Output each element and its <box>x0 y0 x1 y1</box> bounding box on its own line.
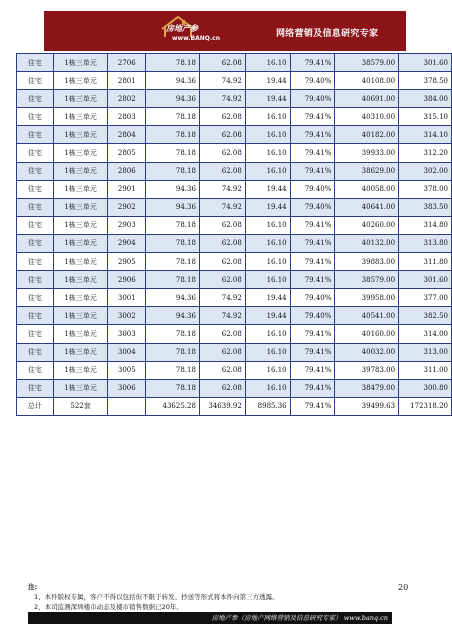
table-cell: 78.18 <box>146 253 200 271</box>
table-row <box>17 325 452 343</box>
table-cell: 78.18 <box>146 271 200 289</box>
table-cell: 79.41% <box>290 54 335 72</box>
table-cell: 313.00 <box>399 343 452 361</box>
table-row <box>17 216 452 234</box>
table-cell: 住宅 <box>17 108 54 126</box>
table-cell: 16.10 <box>245 271 290 289</box>
table-cell: 79.41% <box>290 144 335 162</box>
table-cell: 住宅 <box>17 54 54 72</box>
table-cell: 377.00 <box>399 289 452 307</box>
table-cell: 79.41% <box>290 379 335 397</box>
table-cell: 1栋三单元 <box>53 325 108 343</box>
table-cell: 34639.92 <box>199 397 245 415</box>
table-cell: 2904 <box>108 234 146 252</box>
table-cell: 74.92 <box>199 289 245 307</box>
table-cell: 62.08 <box>199 54 245 72</box>
table-cell: 1栋三单元 <box>53 108 108 126</box>
table-cell: 2804 <box>108 126 146 144</box>
table-cell: 79.41% <box>290 361 335 379</box>
table-cell: 住宅 <box>17 90 54 108</box>
table-cell: 62.08 <box>199 379 245 397</box>
table-cell: 16.10 <box>245 216 290 234</box>
table-row <box>17 90 452 108</box>
table-cell: 94.36 <box>146 180 200 198</box>
table-cell: 16.10 <box>245 126 290 144</box>
table-cell: 79.41% <box>290 343 335 361</box>
table-cell: 38479.00 <box>335 379 399 397</box>
table-cell: 40691.00 <box>335 90 399 108</box>
sales-table <box>16 53 452 416</box>
table-cell: 19.44 <box>245 289 290 307</box>
table-cell: 3005 <box>108 361 146 379</box>
table-cell: 39499.63 <box>335 397 399 415</box>
table-cell: 住宅 <box>17 271 54 289</box>
table-cell: 62.08 <box>199 162 245 180</box>
table-cell: 1栋三单元 <box>53 343 108 361</box>
table-cell: 住宅 <box>17 144 54 162</box>
table-cell: 2801 <box>108 72 146 90</box>
table-cell: 62.08 <box>199 343 245 361</box>
table-cell: 522套 <box>53 397 108 415</box>
table-cell: 2901 <box>108 180 146 198</box>
table-cell: 40058.00 <box>335 180 399 198</box>
table-cell: 172318.20 <box>399 397 452 415</box>
table-cell: 74.92 <box>199 90 245 108</box>
table-cell: 74.92 <box>199 198 245 216</box>
table-row <box>17 72 452 90</box>
table-cell: 301.60 <box>399 271 452 289</box>
table-cell: 79.40% <box>290 307 335 325</box>
table-cell: 1栋三单元 <box>53 198 108 216</box>
table-cell: 住宅 <box>17 253 54 271</box>
table-cell: 38579.00 <box>335 54 399 72</box>
table-cell: 1栋三单元 <box>53 126 108 144</box>
table-cell: 2902 <box>108 198 146 216</box>
table-cell: 79.40% <box>290 198 335 216</box>
table-cell: 39883.00 <box>335 253 399 271</box>
table-cell: 16.10 <box>245 361 290 379</box>
footer-bar <box>28 612 392 624</box>
table-cell: 39783.00 <box>335 361 399 379</box>
table-cell: 382.50 <box>399 307 452 325</box>
table-cell: 16.10 <box>245 144 290 162</box>
site-url: www.BANQ.cn <box>172 35 220 42</box>
table-cell: 314.00 <box>399 325 452 343</box>
footnote <box>28 582 378 612</box>
table-cell: 40260.00 <box>335 216 399 234</box>
table-cell: 16.10 <box>245 325 290 343</box>
table-cell: 302.00 <box>399 162 452 180</box>
table-cell: 62.08 <box>199 108 245 126</box>
table-cell: 78.18 <box>146 379 200 397</box>
table-row <box>17 180 452 198</box>
table-cell: 1栋三单元 <box>53 216 108 234</box>
table-cell: 78.18 <box>146 162 200 180</box>
table-row <box>17 379 452 397</box>
table-cell: 94.36 <box>146 307 200 325</box>
table-row <box>17 307 452 325</box>
table-cell: 1栋三单元 <box>53 54 108 72</box>
table-cell: 住宅 <box>17 379 54 397</box>
table-cell: 311.80 <box>399 253 452 271</box>
table-row <box>17 234 452 252</box>
note-item-2: 2、本司监测深圳楼市动态及楼市销售数据已20年。 <box>34 603 183 611</box>
table-row <box>17 289 452 307</box>
table-cell: 住宅 <box>17 307 54 325</box>
table-cell: 43625.28 <box>146 397 200 415</box>
table-total-row <box>17 397 452 415</box>
table-cell: 1栋三单元 <box>53 90 108 108</box>
table-cell: 79.41% <box>290 108 335 126</box>
table-cell: 79.41% <box>290 126 335 144</box>
table-cell: 16.10 <box>245 162 290 180</box>
table-cell: 78.18 <box>146 234 200 252</box>
table-cell: 40132.00 <box>335 234 399 252</box>
table-cell: 3004 <box>108 343 146 361</box>
table-cell: 78.18 <box>146 361 200 379</box>
table-cell: 78.18 <box>146 144 200 162</box>
table-row <box>17 126 452 144</box>
house-logo-icon <box>74 13 234 49</box>
table-cell: 78.18 <box>146 216 200 234</box>
table-cell: 1栋三单元 <box>53 379 108 397</box>
table-row <box>17 253 452 271</box>
table-cell: 住宅 <box>17 325 54 343</box>
table-cell: 74.92 <box>199 307 245 325</box>
table-row <box>17 54 452 72</box>
table-cell: 1栋三单元 <box>53 253 108 271</box>
table-cell: 79.41% <box>290 162 335 180</box>
table-cell: 79.41% <box>290 253 335 271</box>
table-cell: 94.36 <box>146 90 200 108</box>
table-row <box>17 343 452 361</box>
table-cell: 38579.00 <box>335 271 399 289</box>
table-cell: 16.10 <box>245 379 290 397</box>
table-cell: 315.10 <box>399 108 452 126</box>
header-banner <box>44 11 406 51</box>
table-cell: 16.10 <box>245 253 290 271</box>
table-cell: 314.10 <box>399 126 452 144</box>
table-row <box>17 162 452 180</box>
table-cell: 8985.36 <box>245 397 290 415</box>
table-cell: 79.40% <box>290 289 335 307</box>
table-cell: 1栋三单元 <box>53 271 108 289</box>
table-cell: 79.40% <box>290 72 335 90</box>
table-cell: 311.00 <box>399 361 452 379</box>
table-cell: 314.80 <box>399 216 452 234</box>
table-cell: 1栋三单元 <box>53 162 108 180</box>
table-cell: 2802 <box>108 90 146 108</box>
table-row <box>17 198 452 216</box>
table-cell: 62.08 <box>199 361 245 379</box>
table-cell: 79.41% <box>290 271 335 289</box>
table-cell: 40160.00 <box>335 325 399 343</box>
table-cell: 74.92 <box>199 72 245 90</box>
table-cell: 94.36 <box>146 289 200 307</box>
table-cell: 313.80 <box>399 234 452 252</box>
table-cell: 住宅 <box>17 216 54 234</box>
table-row <box>17 271 452 289</box>
table-cell: 62.08 <box>199 234 245 252</box>
table-row <box>17 361 452 379</box>
page-number: 20 <box>398 583 409 592</box>
table-cell: 16.10 <box>245 234 290 252</box>
page-title: 网络营销及信息研究专家 <box>276 29 379 39</box>
table-cell: 383.50 <box>399 198 452 216</box>
table-cell: 79.40% <box>290 90 335 108</box>
table-cell: 62.08 <box>199 144 245 162</box>
table-cell: 79.41% <box>290 397 335 415</box>
table-cell: 16.10 <box>245 343 290 361</box>
table-cell: 19.44 <box>245 180 290 198</box>
table-cell: 40182.00 <box>335 126 399 144</box>
table-cell: 1栋三单元 <box>53 289 108 307</box>
table-cell: 1栋三单元 <box>53 307 108 325</box>
table-cell: 39958.00 <box>335 289 399 307</box>
logo-text: 房地产参 <box>166 23 198 33</box>
table-cell: 2906 <box>108 271 146 289</box>
table-cell: 40310.00 <box>335 108 399 126</box>
table-cell: 79.41% <box>290 325 335 343</box>
table-cell: 94.36 <box>146 198 200 216</box>
table-cell: 住宅 <box>17 343 54 361</box>
table-cell: 住宅 <box>17 361 54 379</box>
table-cell: 住宅 <box>17 289 54 307</box>
table-cell: 300.80 <box>399 379 452 397</box>
table-cell: 62.08 <box>199 126 245 144</box>
table-cell: 40032.00 <box>335 343 399 361</box>
table-cell: 2803 <box>108 108 146 126</box>
table-cell: 3003 <box>108 325 146 343</box>
table-cell: 74.92 <box>199 180 245 198</box>
table-cell: 62.08 <box>199 253 245 271</box>
table-cell: 2903 <box>108 216 146 234</box>
table-cell: 16.10 <box>245 108 290 126</box>
table-cell: 378.00 <box>399 180 452 198</box>
table-cell: 301.60 <box>399 54 452 72</box>
table-cell: 40108.00 <box>335 72 399 90</box>
table-cell: 62.08 <box>199 216 245 234</box>
table-cell: 16.10 <box>245 54 290 72</box>
table-cell: 312.20 <box>399 144 452 162</box>
table-cell <box>108 397 146 415</box>
table-cell: 1栋三单元 <box>53 234 108 252</box>
table-cell: 78.18 <box>146 325 200 343</box>
table-cell: 378.50 <box>399 72 452 90</box>
table-cell: 19.44 <box>245 72 290 90</box>
table-cell: 62.08 <box>199 325 245 343</box>
table-cell: 78.18 <box>146 343 200 361</box>
table-cell: 1栋三单元 <box>53 361 108 379</box>
table-cell: 384.00 <box>399 90 452 108</box>
table-cell: 2905 <box>108 253 146 271</box>
table-cell: 19.44 <box>245 307 290 325</box>
note-item-1: 1、本件版权专属，客户不得以包括但不限于转发、抄送等形式将本件向第三方透露。 <box>34 593 279 601</box>
table-cell: 39933.00 <box>335 144 399 162</box>
table-cell: 1栋三单元 <box>53 144 108 162</box>
table-cell: 3002 <box>108 307 146 325</box>
table-cell: 住宅 <box>17 234 54 252</box>
table-cell: 住宅 <box>17 126 54 144</box>
table-cell: 住宅 <box>17 198 54 216</box>
table-cell: 住宅 <box>17 72 54 90</box>
table-cell: 94.36 <box>146 72 200 90</box>
table-row <box>17 144 452 162</box>
table-cell: 78.18 <box>146 54 200 72</box>
note-label: 注: <box>28 583 38 591</box>
table-cell: 79.41% <box>290 234 335 252</box>
table-cell: 2805 <box>108 144 146 162</box>
table-cell: 79.40% <box>290 180 335 198</box>
table-cell: 总计 <box>17 397 54 415</box>
table-cell: 62.08 <box>199 271 245 289</box>
table-cell: 2706 <box>108 54 146 72</box>
table-cell: 1栋三单元 <box>53 180 108 198</box>
footer-bar-text: 房地产参（房地产网络营销及信息研究专家） www.banq.cn <box>211 614 388 622</box>
table-cell: 40541.00 <box>335 307 399 325</box>
table-cell: 40641.00 <box>335 198 399 216</box>
table-cell: 78.18 <box>146 108 200 126</box>
table-cell: 79.41% <box>290 216 335 234</box>
table-cell: 3001 <box>108 289 146 307</box>
table-cell: 住宅 <box>17 162 54 180</box>
table-cell: 19.44 <box>245 198 290 216</box>
table-cell: 19.44 <box>245 90 290 108</box>
table-cell: 78.18 <box>146 126 200 144</box>
table-cell: 38629.00 <box>335 162 399 180</box>
table-cell: 住宅 <box>17 180 54 198</box>
table-row <box>17 108 452 126</box>
table-cell: 2806 <box>108 162 146 180</box>
table-cell: 1栋三单元 <box>53 72 108 90</box>
table-cell: 3006 <box>108 379 146 397</box>
